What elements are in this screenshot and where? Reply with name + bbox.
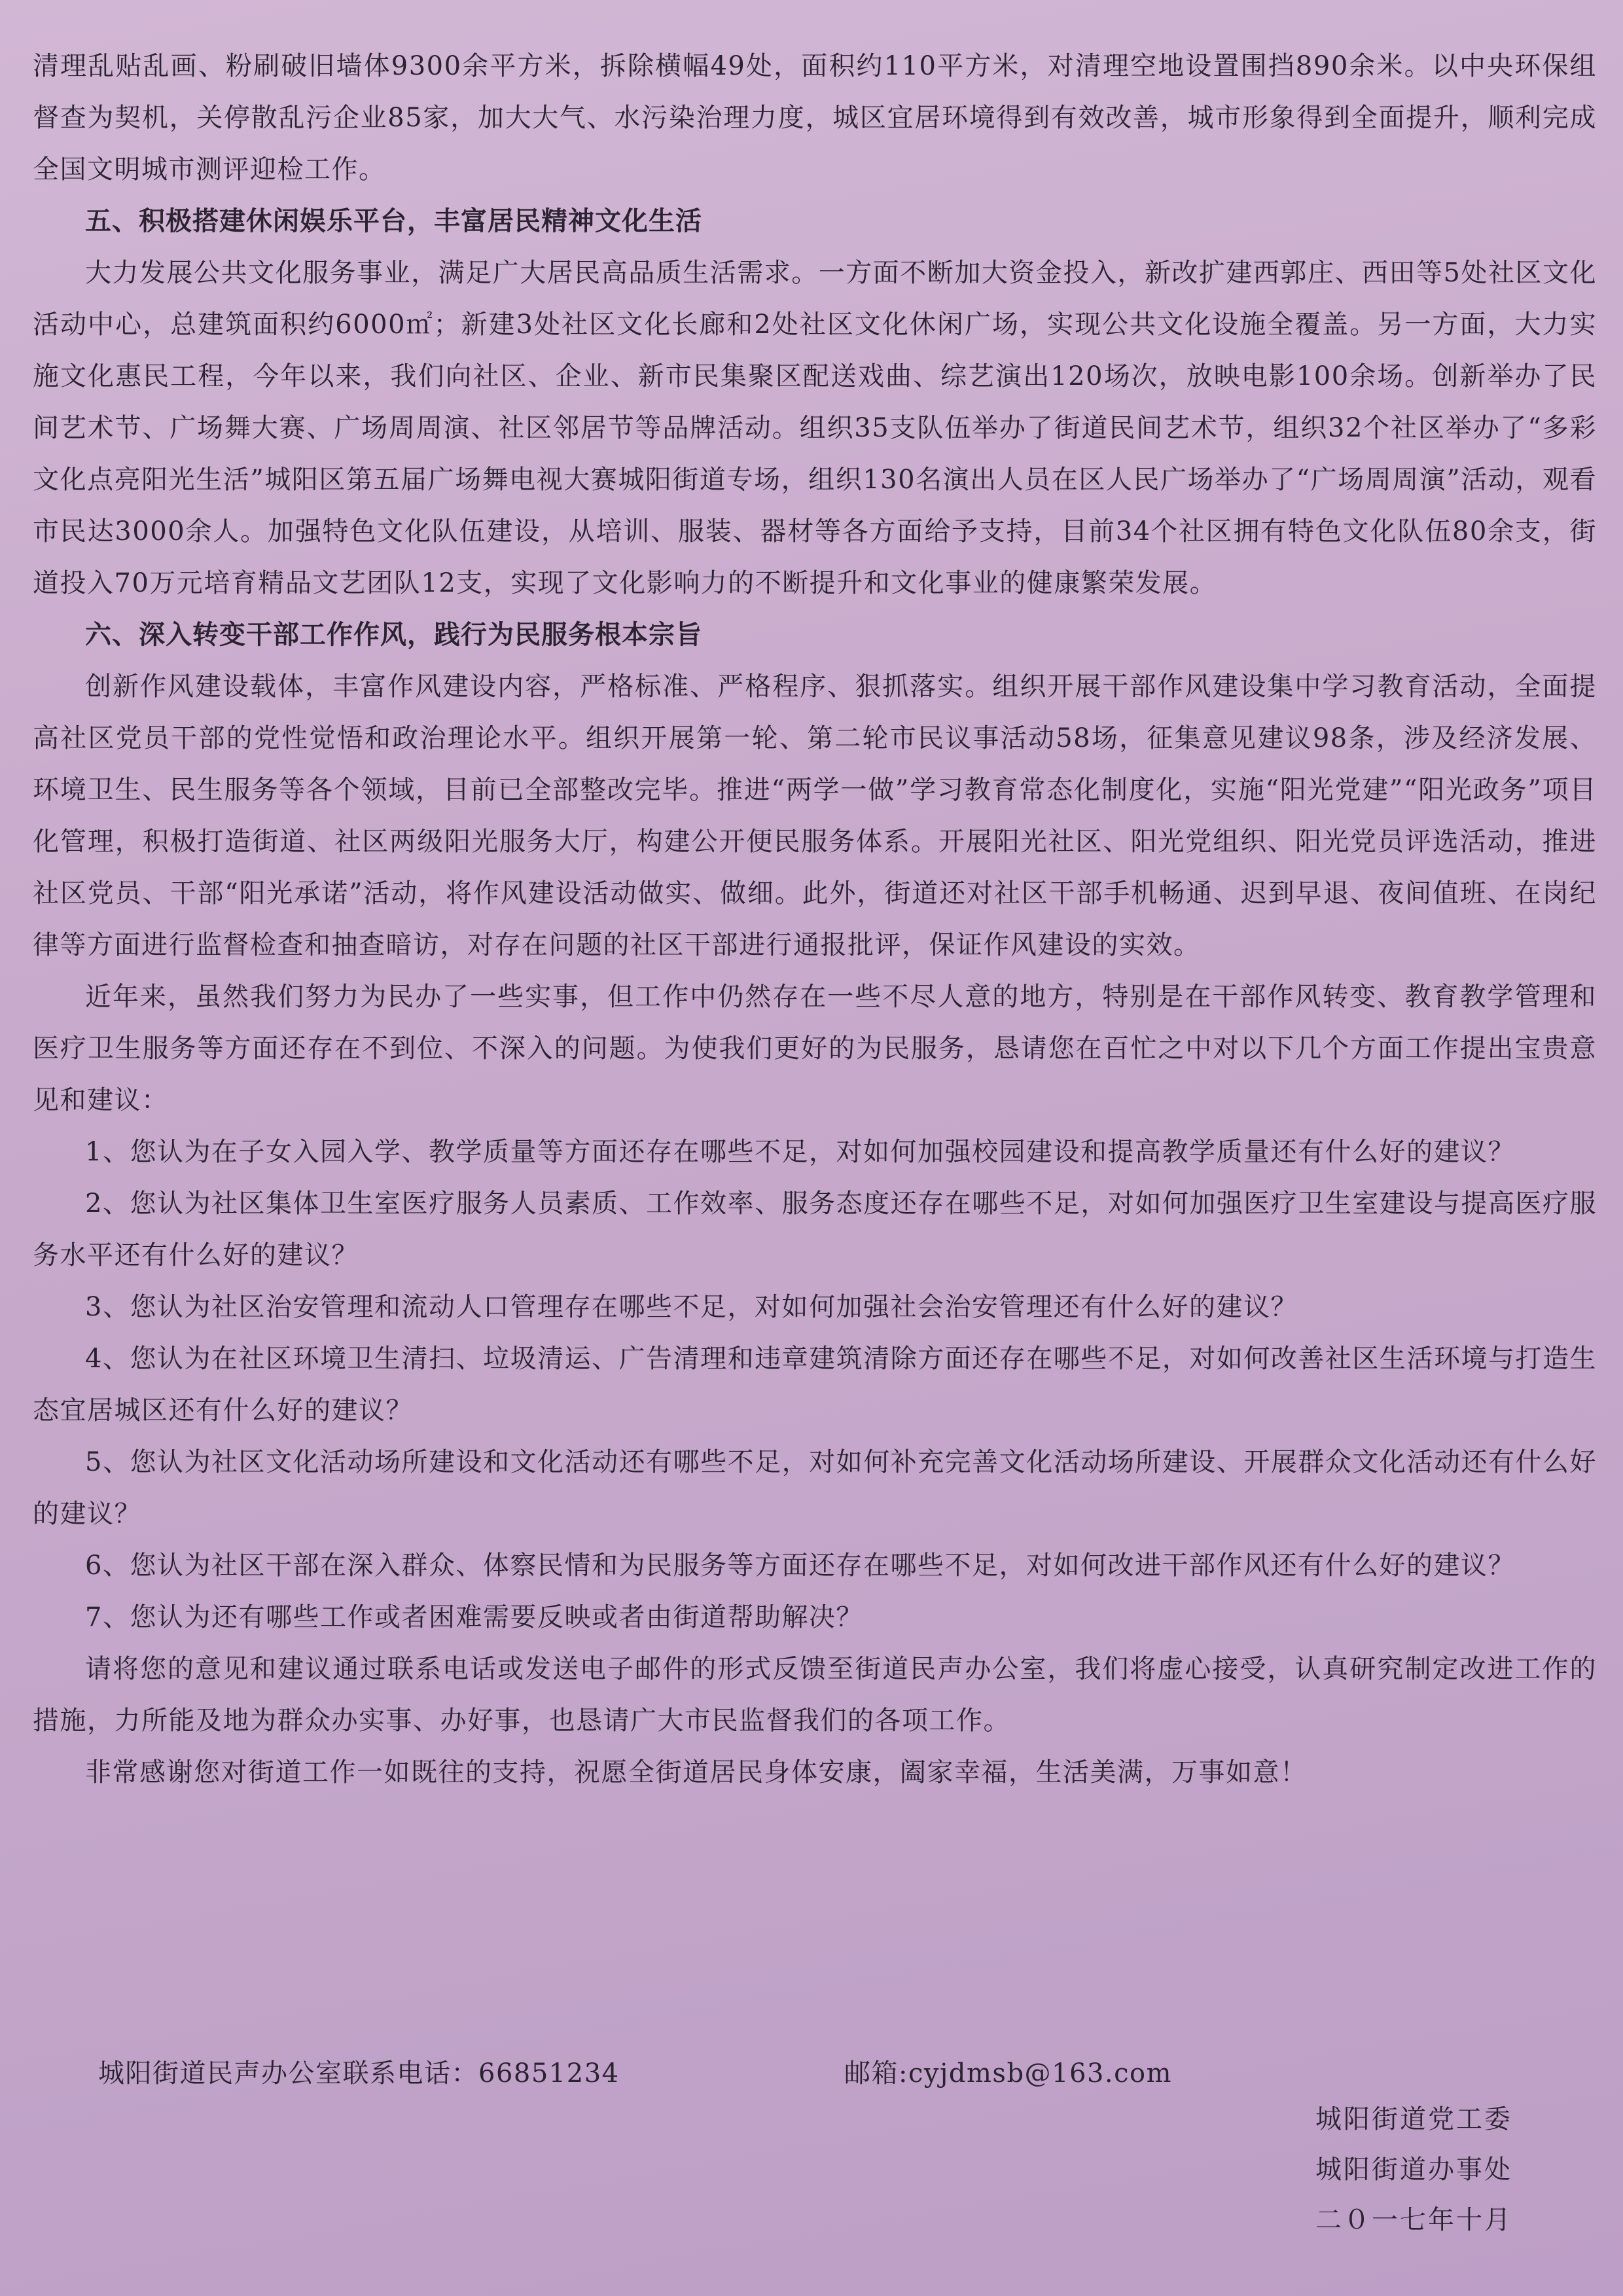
thanks-paragraph: 非常感谢您对街道工作一如既往的支持，祝愿全街道居民身体安康，阖家幸福，生活美满，万事如意！: [85, 1757, 1308, 1787]
feedback-request-paragraph: 请将您的意见和建议通过联系电话或发送电子邮件的形式反馈至街道民声办公室，我们将虚心接受，认真研究制定改进工作的措施，力所能及地为群众办实事、办好事，也恳请广大市民监督我们的各项工作。: [33, 1654, 1597, 1736]
section-six-heading: 六、深入转变干部工作作风，践行为民服务根本宗旨: [85, 620, 702, 650]
question-3: 3、您认为社区治安管理和流动人口管理存在哪些不足，对如何加强社会治安管理还有什么好的建议？: [85, 1292, 1298, 1322]
section-five-heading: 五、积极搭建休闲娱乐平台，丰富居民精神文化生活: [85, 206, 702, 236]
document-body: [33, 41, 1597, 1799]
signature-block: [1315, 2094, 1512, 2246]
signature-sub-district-office: 城阳街道办事处: [1315, 2155, 1512, 2185]
question-1: 1、您认为在子女入园入学、教学质量等方面还存在哪些不足，对如何加强校园建设和提高教学质量还有什么好的建议？: [85, 1137, 1515, 1167]
section-five-paragraph: 大力发展公共文化服务事业，满足广大居民高品质生活需求。一方面不断加大资金投入，新改扩建西郭庄、西田等5处社区文化活动中心，总建筑面积约6000㎡；新建3处社区文化长廊和2处社区文化休闲广场，实现公共文化设施全覆盖。另一方面，大力实施文化惠民工程，今年以来，我们向社区、企业、新市民集聚区配送戏曲、综艺演出120场次，放映电影100余场。创新举办了民间艺术节、广场舞大赛、广场周周演、社区邻居节等品牌活动。组织35支队伍举办了街道民间艺术节，组织32个社区举办了“多彩文化点亮阳光生活”城阳区第五届广场舞电视大赛城阳街道专场，组织130名演出人员在区人民广场举办了“广场周周演”活动，观看市民达3000余人。加强特色文化队伍建设，从培训、服装、器材等各方面给予支持，目前34个社区拥有特色文化队伍80余支，街道投入70万元培育精品文艺团队12支，实现了文化影响力的不断提升和文化事业的健康繁荣发展。: [33, 258, 1597, 598]
recent-years-paragraph: 近年来，虽然我们努力为民办了一些实事，但工作中仍然存在一些不尽人意的地方，特别是在干部作风转变、教育教学管理和医疗卫生服务等方面还存在不到位、不深入的问题。为使我们更好的为民服务，恳请您在百忙之中对以下几个方面工作提出宝贵意见和建议：: [33, 982, 1597, 1115]
question-5: 5、您认为社区文化活动场所建设和文化活动还有哪些不足，对如何补充完善文化活动场所建设、开展群众文化活动还有什么好的建议？: [33, 1447, 1597, 1529]
contact-email: 邮箱:cyjdmsb@163.com: [844, 2058, 1173, 2089]
intro-paragraph: 清理乱贴乱画、粉刷破旧墙体9300余平方米，拆除横幅49处，面积约110平方米，对清理空地设置围挡890余米。以中央环保组督查为契机，关停散乱污企业85家，加大大气、水污染治理力度，城区宜居环境得到有效改善，城市形象得到全面提升，顺利完成全国文明城市测评迎检工作。: [33, 51, 1597, 185]
section-six-paragraph: 创新作风建设载体，丰富作风建设内容，严格标准、严格程序、狠抓落实。组织开展干部作风建设集中学习教育活动，全面提高社区党员干部的党性觉悟和政治理论水平。组织开展第一轮、第二轮市民议事活动58场，征集意见建议98条，涉及经济发展、环境卫生、民生服务等各个领域，目前已全部整改完毕。推进“两学一做”学习教育常态化制度化，实施“阳光党建”“阳光政务”项目化管理，积极打造街道、社区两级阳光服务大厅，构建公开便民服务体系。开展阳光社区、阳光党组织、阳光党员评选活动，推进社区党员、干部“阳光承诺”活动，将作风建设活动做实、做细。此外，街道还对社区干部手机畅通、迟到早退、夜间值班、在岗纪律等方面进行监督检查和抽查暗访，对存在问题的社区干部进行通报批评，保证作风建设的实效。: [33, 672, 1597, 960]
question-6: 6、您认为社区干部在深入群众、体察民情和为民服务等方面还存在哪些不足，对如何改进干部作风还有什么好的建议？: [85, 1551, 1515, 1581]
signature-date: 二０一七年十月: [1315, 2205, 1512, 2235]
contact-phone: 城阳街道民声办公室联系电话：66851234: [98, 2058, 620, 2089]
question-4: 4、您认为在社区环境卫生清扫、垃圾清运、广告清理和违章建筑清除方面还存在哪些不足，对如何改善社区生活环境与打造生态宜居城区还有什么好的建议？: [33, 1344, 1597, 1426]
signature-party-committee: 城阳街道党工委: [1315, 2104, 1512, 2134]
question-7: 7、您认为还有哪些工作或者困难需要反映或者由街道帮助解决？: [85, 1602, 863, 1632]
question-2: 2、您认为社区集体卫生室医疗服务人员素质、工作效率、服务态度还存在哪些不足，对如何加强医疗卫生室建设与提高医疗服务水平还有什么好的建议？: [33, 1189, 1597, 1270]
